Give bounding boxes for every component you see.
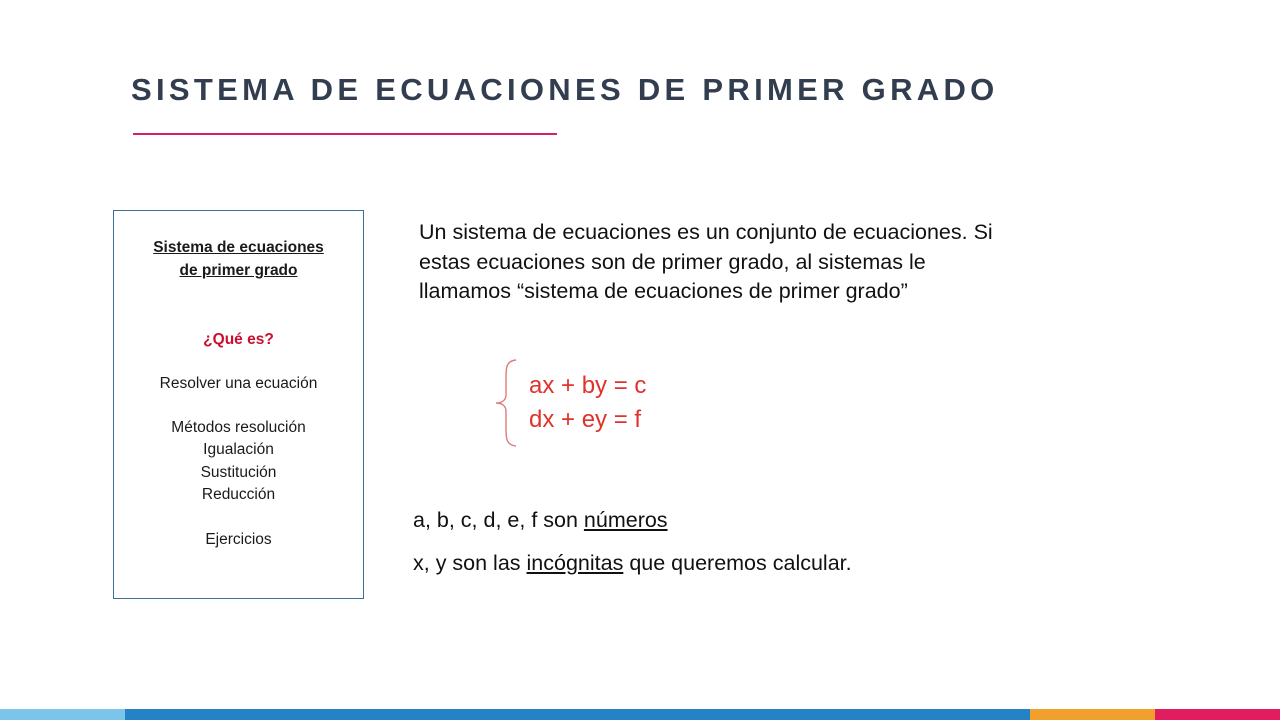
nav-item-reduccion[interactable]: Reducción [201, 486, 276, 503]
footer-color-bar [0, 709, 1280, 720]
title-underline [133, 133, 557, 135]
navigation-panel [113, 210, 364, 599]
unknowns-text: x, y son las [413, 551, 527, 575]
page-title: SISTEMA DE ECUACIONES DE PRIMER GRADO [131, 72, 999, 107]
unknowns-line [413, 551, 852, 576]
intro-line: Un sistema de ecuaciones es un conjunto de ecuaciones. Si [419, 220, 993, 244]
nav-item-metodos-resolucion[interactable]: Métodos resolución [171, 419, 306, 436]
nav-item-igualacion[interactable]: Igualación [203, 441, 274, 458]
coefficients-line [413, 508, 668, 533]
intro-paragraph [419, 218, 1159, 307]
unknowns-suffix: que queremos calcular. [623, 551, 852, 575]
nav-heading-line1: Sistema de ecuaciones [153, 239, 324, 256]
curly-brace-icon [494, 358, 518, 448]
numeros-link[interactable]: números [583, 508, 668, 532]
footer-segment-blue [125, 709, 1030, 720]
footer-segment-orange [1030, 709, 1155, 720]
nav-heading-line2: de primer grado [179, 262, 298, 279]
nav-item-ejercicios[interactable]: Ejercicios [205, 531, 272, 548]
intro-line: estas ecuaciones son de primer grado, al sistemas le [419, 249, 926, 274]
nav-item-resolver-ecuacion[interactable]: Resolver una ecuación [159, 375, 318, 392]
nav-item-que-es[interactable]: ¿Qué es? [203, 331, 274, 348]
equation-1: ax + by = c [529, 372, 647, 399]
incognitas-link[interactable]: incógnitas [526, 551, 624, 575]
footer-segment-pink [1155, 709, 1280, 720]
coefficients-text: a, b, c, d, e, f son [413, 508, 584, 532]
nav-item-sustitucion[interactable]: Sustitución [200, 464, 277, 481]
nav-heading[interactable] [114, 236, 363, 282]
intro-line: llamamos “sistema de ecuaciones de primer grado” [419, 279, 908, 303]
equation-2: dx + ey = f [529, 406, 642, 433]
footer-segment-light-blue [0, 709, 125, 720]
